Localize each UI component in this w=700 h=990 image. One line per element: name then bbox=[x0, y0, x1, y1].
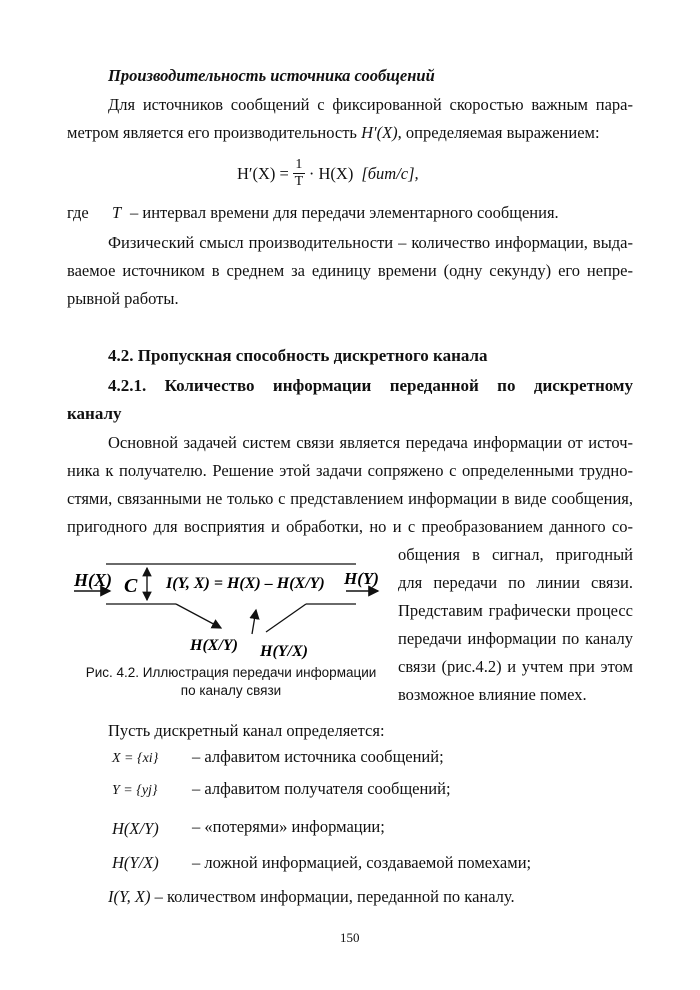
capacity-label: C bbox=[124, 575, 138, 597]
def-text-noise: – ложной информацией, создаваемой помехами; bbox=[192, 853, 532, 872]
where-symbol: T bbox=[112, 203, 122, 222]
def-mutual: I(Y, X) – количеством информации, переданной по каналу. bbox=[108, 887, 515, 906]
mutual-info-label: I(Y, X) = H(X) – H(X/Y) bbox=[166, 575, 325, 592]
channel-diagram bbox=[66, 552, 386, 667]
subheading-line1: 4.2.1. Количество информации переданной по дискретному bbox=[108, 376, 633, 395]
def-text-x: – алфавитом источника сообщений; bbox=[192, 747, 444, 766]
para3-line4: пригодного для восприятия и обработки, но и с преобразованием данного со- bbox=[67, 517, 633, 536]
definitions-intro: Пусть дискретный канал определяется: bbox=[108, 721, 385, 740]
section-heading-productivity: Производительность источника сообщений bbox=[108, 66, 435, 85]
para2-line1: Физический смысл производительности – количество информации, выда- bbox=[108, 233, 633, 252]
noise-label: H(Y/X) bbox=[260, 643, 308, 660]
noise-arrow bbox=[252, 610, 256, 634]
para3-line1: Основной задачей систем связи является передача информации от источ- bbox=[108, 433, 633, 452]
page-number: 150 bbox=[340, 930, 360, 945]
def-text-loss: – «потерями» информации; bbox=[192, 817, 385, 836]
wrap-line4: передачи информации по каналу bbox=[398, 629, 633, 648]
productivity-symbol: H′(X) bbox=[361, 123, 398, 142]
loss-arrow bbox=[176, 604, 221, 628]
para3-line2: ника к получателю. Решение этой задачи сопряжено с определенными трудно- bbox=[67, 461, 633, 480]
para1-line1: Для источников сообщений с фиксированной скоростью важным пара- bbox=[108, 95, 633, 114]
wrap-line6: возможное влияние помех. bbox=[398, 685, 587, 704]
para3-line3: стями, связанными не только с представлением информации в виде сообщения, bbox=[67, 489, 633, 508]
noise-line bbox=[266, 604, 306, 632]
figure-caption: Рис. 4.2. Иллюстрация передачи информации по каналу связи bbox=[85, 665, 377, 698]
def-symbol-noise: H(Y/X) bbox=[112, 853, 159, 872]
subheading-line2: каналу bbox=[67, 404, 122, 423]
where-word: где bbox=[67, 203, 89, 222]
para2-line3: рывной работы. bbox=[67, 289, 179, 308]
wrap-line3: Представим графически процесс bbox=[398, 601, 633, 620]
section-heading-capacity: 4.2. Пропускная способность дискретного канала bbox=[108, 346, 488, 365]
wrap-line5: связи (рис.4.2) и учтем при этом bbox=[398, 657, 633, 676]
loss-label: H(X/Y) bbox=[190, 637, 238, 654]
def-symbol-y: Y = {yj} bbox=[112, 783, 158, 798]
def-symbol-loss: H(X/Y) bbox=[112, 819, 159, 838]
def-symbol-x: X = {xi} bbox=[112, 751, 159, 766]
wrap-line1: общения в сигнал, пригодный bbox=[398, 545, 633, 564]
para2-line2: ваемое источником в среднем за единицу времени (одну секунду) его непре- bbox=[67, 261, 633, 280]
def-text-y: – алфавитом получателя сообщений; bbox=[192, 779, 451, 798]
where-text: – интервал времени для передачи элементарного сообщения. bbox=[130, 203, 559, 222]
wrap-line2: для передачи по линии связи. bbox=[398, 573, 633, 592]
input-label: H(X) bbox=[74, 570, 112, 590]
para1-line2: метром является его производительность H′(X), определяемая выражением: bbox=[67, 123, 600, 142]
productivity-formula: H′(X) = $\frac{1}{T}$ · H(X) [бит/с], bbox=[237, 157, 419, 189]
output-label: H(Y) bbox=[344, 569, 379, 588]
